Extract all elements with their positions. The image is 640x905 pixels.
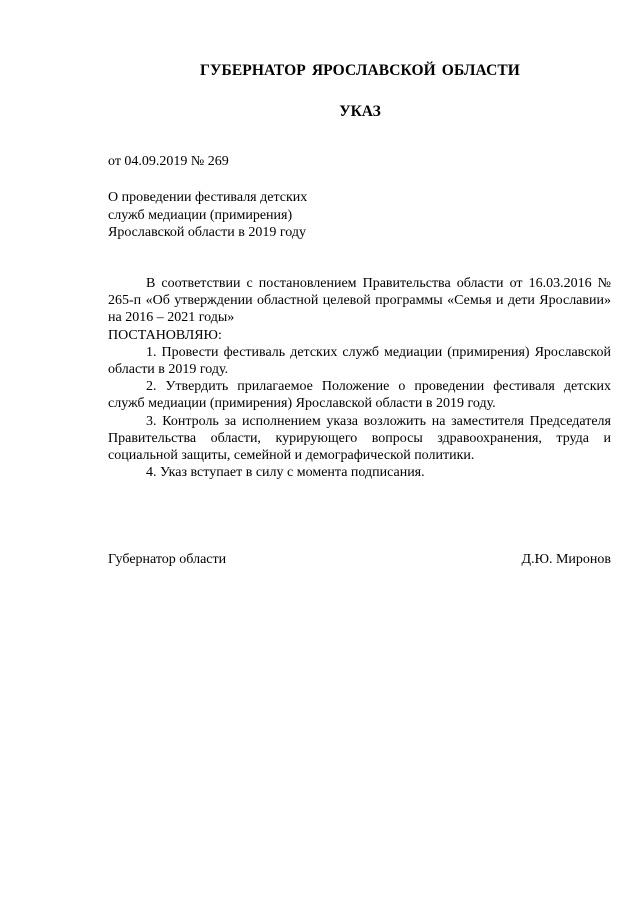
signature-name: Д.Ю. Миронов <box>521 552 611 567</box>
preamble-paragraph: В соответствии с постановлением Правительства области от 16.03.2016 № 265-п «Об утверждении областной целевой программы «Семья и дети Ярославии» на 2016 – 2021 годы» <box>108 276 611 326</box>
decree-item: 4. Указ вступает в силу с момента подписания. <box>146 465 425 481</box>
document-body <box>108 275 611 481</box>
decree-item: 2. Утвердить прилагаемое Положение о проведении фестиваля детских служб медиации (примирения) Ярославской области в 2019 году. <box>108 379 611 412</box>
signature-block <box>108 552 611 568</box>
signature-position: Губернатор области <box>108 552 227 567</box>
decree-item: 1. Провести фестиваль детских служб медиации (примирения) Ярославской области в 2019 году. <box>108 344 611 378</box>
decree-word: ПОСТАНОВЛЯЮ: <box>108 327 222 343</box>
document-type-title: УКАЗ <box>339 103 381 120</box>
document-date-number: от 04.09.2019 № 269 <box>108 154 229 169</box>
subject-line: О проведении фестиваля детских <box>108 190 308 205</box>
document-subject <box>108 189 368 242</box>
document-header: ГУБЕРНАТОР ЯРОСЛАВСКОЙ ОБЛАСТИ <box>200 62 520 79</box>
subject-line: служб медиации (примирения) <box>108 207 293 223</box>
subject-line: Ярославской области в 2019 году <box>108 225 306 240</box>
decree-item: 3. Контроль за исполнением указа возложить на заместителя Председателя Правительства области, курирующего вопросы здравоохранения, труда и социальной защиты, семейной и демографической политики. <box>108 413 611 464</box>
